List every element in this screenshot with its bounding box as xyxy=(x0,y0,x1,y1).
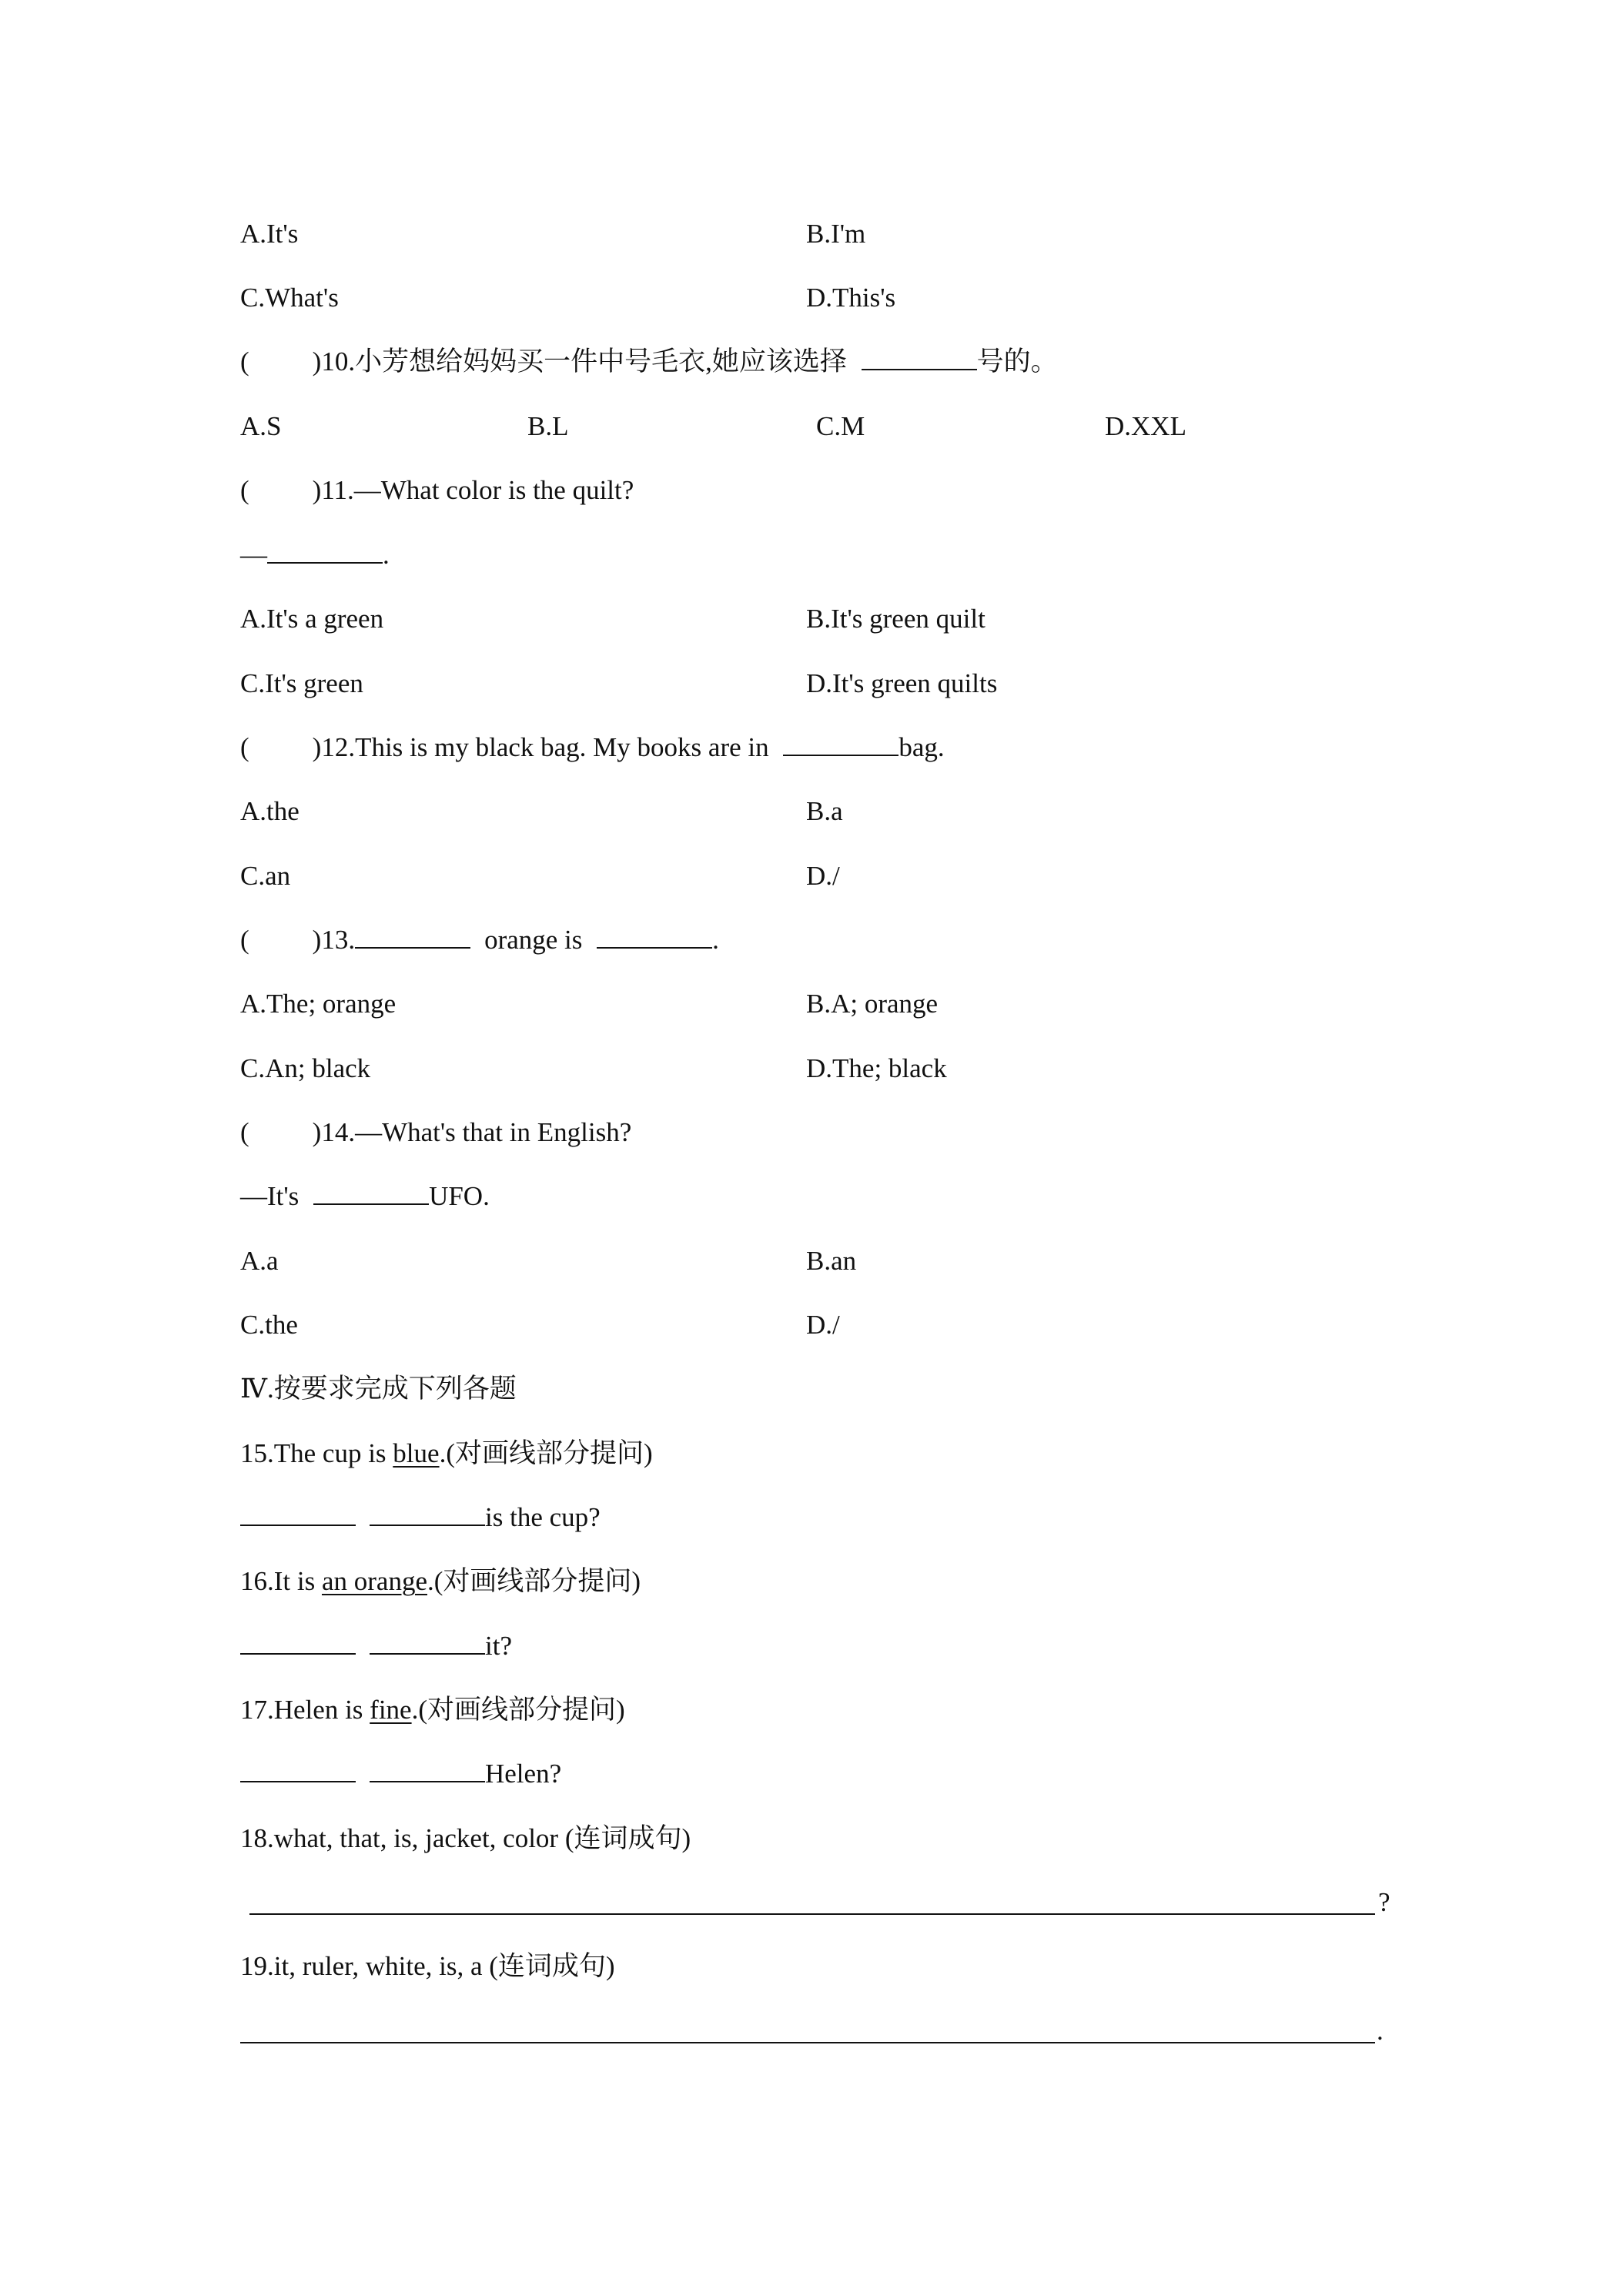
q16-underlined: an orange xyxy=(321,1566,427,1596)
q15-blank-1[interactable] xyxy=(240,1498,356,1526)
q13-option-b[interactable]: B.A; orange xyxy=(806,989,939,1019)
q13-mid: orange is xyxy=(484,925,583,955)
q17-underlined: fine xyxy=(370,1695,412,1725)
q14-answer-post: UFO. xyxy=(429,1181,490,1211)
q18-text: 18.what, that, is, jacket, color (连词成句) xyxy=(240,1823,691,1853)
q17-blank-2[interactable] xyxy=(370,1755,485,1782)
q12-stem xyxy=(240,725,1392,771)
q11-option-b[interactable]: B.It's green quilt xyxy=(806,604,986,634)
q17-blank-1[interactable] xyxy=(240,1755,356,1782)
q11-option-c[interactable]: C.It's green xyxy=(240,668,363,698)
q12-text: 12.This is my black bag. My books are in xyxy=(321,732,769,762)
q9-option-c[interactable]: C.What's xyxy=(240,283,339,313)
answer-paren-open: ( xyxy=(240,475,249,505)
q19-stem xyxy=(240,1943,1392,1990)
q10-blank[interactable] xyxy=(862,343,977,370)
q12-options-row-2 xyxy=(240,853,1392,899)
q15-answer-line xyxy=(240,1494,1392,1541)
answer-paren-close: ) xyxy=(312,1117,322,1147)
q15-pre: 15.The cup is xyxy=(240,1438,393,1468)
q9-options-row-1 xyxy=(240,211,1392,257)
q14-option-c[interactable]: C.the xyxy=(240,1310,298,1340)
q14-options-row-1 xyxy=(240,1238,1392,1284)
q9-option-b[interactable]: B.I'm xyxy=(806,219,866,249)
section-4-title-text: Ⅳ.按要求完成下列各题 xyxy=(240,1374,517,1404)
q12-option-c[interactable]: C.an xyxy=(240,861,291,891)
q11-options-row-1 xyxy=(240,596,1392,642)
q14-blank[interactable] xyxy=(313,1177,429,1205)
answer-paren-open: ( xyxy=(240,925,249,955)
answer-paren-open: ( xyxy=(240,1117,249,1147)
q17-stem xyxy=(240,1687,1392,1733)
q14-stem xyxy=(240,1110,1392,1156)
q13-options-row-2 xyxy=(240,1046,1392,1092)
answer-paren-close: ) xyxy=(312,475,322,505)
q10-stem xyxy=(240,339,1392,385)
q16-blank-1[interactable] xyxy=(240,1627,356,1655)
q16-answer-line xyxy=(240,1623,1392,1669)
q19-text: 19.it, ruler, white, is, a (连词成句) xyxy=(240,1951,615,1981)
q14-options-row-2 xyxy=(240,1302,1392,1348)
q16-stem xyxy=(240,1558,1392,1605)
q16-post: .(对画线部分提问) xyxy=(427,1566,641,1596)
q14-answer-line xyxy=(240,1173,1392,1220)
q18-stem xyxy=(240,1816,1392,1862)
q11-end: . xyxy=(383,540,390,570)
q18-answer-line xyxy=(240,1879,1395,1926)
q11-options-row-2 xyxy=(240,661,1392,707)
q18-end-mark: ? xyxy=(1378,1887,1390,1917)
q10-option-b[interactable]: B.L xyxy=(527,411,569,441)
answer-paren-close: ) xyxy=(312,346,322,377)
answer-paren-close: ) xyxy=(312,925,322,955)
q12-tail: bag. xyxy=(899,732,945,762)
q11-dash: — xyxy=(240,540,267,570)
answer-paren-close: ) xyxy=(312,732,322,762)
q13-stem xyxy=(240,917,1392,963)
q13-options-row-1 xyxy=(240,981,1392,1027)
q19-answer-rule[interactable] xyxy=(240,2042,1375,2043)
q17-answer-line xyxy=(240,1751,1392,1797)
q10-option-d[interactable]: D.XXL xyxy=(1105,411,1186,441)
q11-text: 11.—What color is the quilt? xyxy=(321,475,634,505)
q12-options-row-1 xyxy=(240,788,1392,835)
q17-pre: 17.Helen is xyxy=(240,1695,370,1725)
q13-option-d[interactable]: D.The; black xyxy=(806,1053,947,1083)
q9-options-row-2 xyxy=(240,275,1392,321)
q13-blank-2[interactable] xyxy=(597,921,712,949)
q12-blank[interactable] xyxy=(783,728,899,756)
answer-paren-open: ( xyxy=(240,732,249,762)
q13-text: 13. xyxy=(321,925,356,955)
q13-tail: . xyxy=(712,925,719,955)
q11-option-d[interactable]: D.It's green quilts xyxy=(806,668,998,698)
q16-blank-2[interactable] xyxy=(370,1627,485,1655)
q10-option-c[interactable]: C.M xyxy=(816,411,865,441)
q18-answer-rule[interactable] xyxy=(249,1913,1375,1915)
q19-answer-line xyxy=(240,2008,1395,2054)
q14-option-a[interactable]: A.a xyxy=(240,1246,279,1276)
q13-option-a[interactable]: A.The; orange xyxy=(240,989,397,1019)
q16-answer-tail: it? xyxy=(485,1631,512,1661)
q10-tail: 号的。 xyxy=(976,346,1058,377)
q13-option-c[interactable]: C.An; black xyxy=(240,1053,371,1083)
q14-answer-pre: —It's xyxy=(240,1181,300,1211)
q16-pre: 16.It is xyxy=(240,1566,322,1596)
q10-options-row xyxy=(240,403,1392,450)
q11-answer-line xyxy=(240,532,1392,578)
q11-blank[interactable] xyxy=(267,536,383,564)
q14-option-b[interactable]: B.an xyxy=(806,1246,857,1276)
q9-option-d[interactable]: D.This's xyxy=(806,283,896,313)
q14-option-d[interactable]: D./ xyxy=(806,1310,840,1340)
q12-option-d[interactable]: D./ xyxy=(806,861,840,891)
q10-option-a[interactable]: A.S xyxy=(240,411,282,441)
q17-post: .(对画线部分提问) xyxy=(411,1695,625,1725)
q12-option-b[interactable]: B.a xyxy=(806,796,843,826)
q9-option-a[interactable]: A.It's xyxy=(240,219,299,249)
q11-stem xyxy=(240,467,1392,514)
q15-blank-2[interactable] xyxy=(370,1498,485,1526)
q12-option-a[interactable]: A.the xyxy=(240,796,300,826)
q15-underlined: blue xyxy=(393,1438,440,1468)
q15-post: .(对画线部分提问) xyxy=(439,1438,653,1468)
q17-answer-tail: Helen? xyxy=(485,1759,562,1789)
q13-blank-1[interactable] xyxy=(355,921,470,949)
q10-text: 10.小芳想给妈妈买一件中号毛衣,她应该选择 xyxy=(321,346,847,377)
q15-answer-tail: is the cup? xyxy=(485,1502,601,1532)
q15-stem xyxy=(240,1431,1392,1477)
answer-paren-open: ( xyxy=(240,346,249,377)
q11-option-a[interactable]: A.It's a green xyxy=(240,604,384,634)
section-4-title xyxy=(240,1366,1392,1412)
q19-end-mark: . xyxy=(1377,2016,1384,2046)
q14-text: 14.—What's that in English? xyxy=(321,1117,632,1147)
